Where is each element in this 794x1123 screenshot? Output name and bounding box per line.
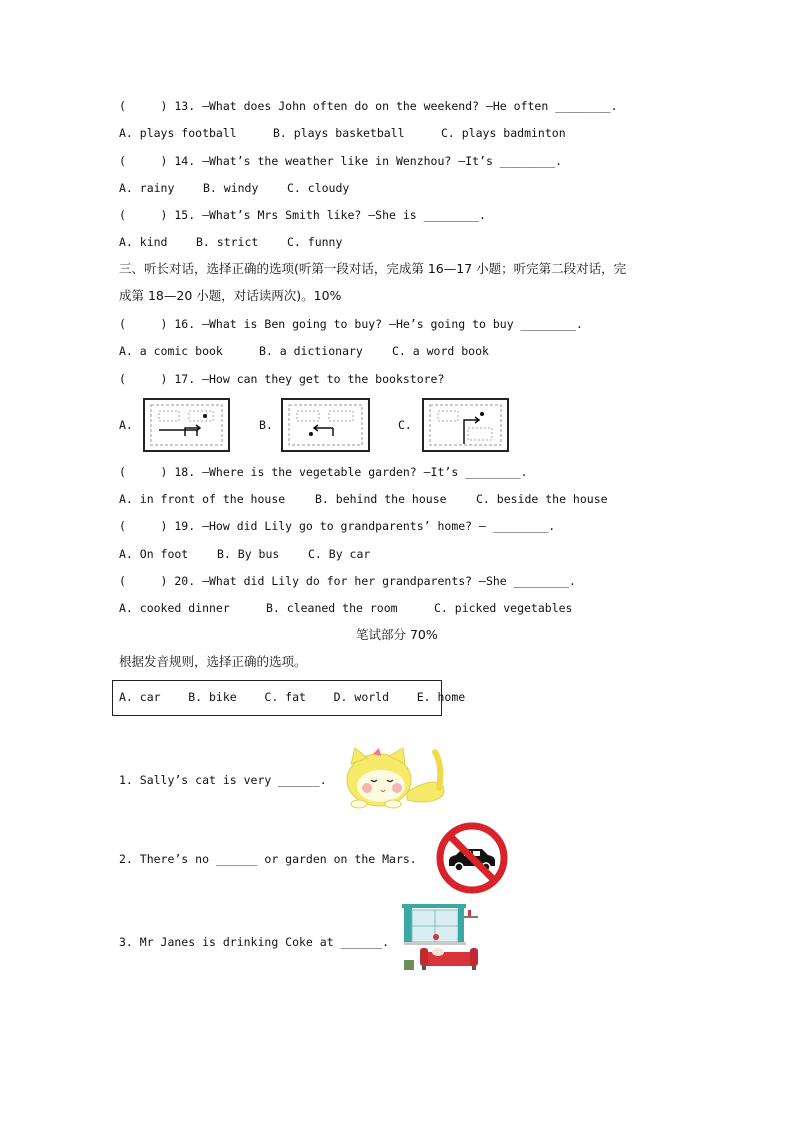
- q17-map-c[interactable]: [422, 398, 509, 452]
- fill-sentence-3: 3. Mr Janes is drinking Coke at ______.: [119, 935, 390, 949]
- q19-stem: ( ) 19. —How did Lily go to grandparents’ home? — ________.: [119, 519, 556, 533]
- q17-option-c-label[interactable]: C.: [398, 418, 412, 432]
- q15-option-a[interactable]: A. kind: [119, 235, 168, 249]
- q20-stem: ( ) 20. —What did Lily do for her grandparents? —She ________.: [119, 574, 576, 588]
- q14-option-a[interactable]: A. rainy: [119, 181, 175, 195]
- q13-option-c[interactable]: C. plays badminton: [441, 126, 566, 140]
- living-room-illustration: [398, 902, 482, 974]
- q20-option-a[interactable]: A. cooked dinner: [119, 601, 230, 615]
- q16-option-b[interactable]: B. a dictionary: [259, 344, 363, 358]
- home-living-room-icon: [398, 902, 482, 974]
- q20-option-c[interactable]: C. picked vegetables: [434, 601, 573, 615]
- route-map-icon: [145, 400, 228, 450]
- written-section-heading: 笔试部分 70%: [356, 627, 438, 642]
- q16-stem: ( ) 16. —What is Ben going to buy? —He’s going to buy ________.: [119, 317, 583, 331]
- written-instruction: 根据发音规则，选择正确的选项。: [119, 654, 307, 669]
- q15-option-b[interactable]: B. strict: [196, 235, 259, 249]
- q18-option-c[interactable]: C. beside the house: [476, 492, 608, 506]
- q17-map-a[interactable]: [143, 398, 230, 452]
- q17-option-a-label[interactable]: A.: [119, 418, 133, 432]
- fill-sentence-2: 2. There’s no ______ or garden on the Mars.: [119, 852, 417, 866]
- q18-stem: ( ) 18. —Where is the vegetable garden? —It’s ________.: [119, 465, 528, 479]
- q13-option-a[interactable]: A. plays football: [119, 126, 237, 140]
- q19-option-a[interactable]: A. On foot: [119, 547, 189, 561]
- q16-option-a[interactable]: A. a comic book: [119, 344, 223, 358]
- q17-map-b[interactable]: [281, 398, 370, 452]
- route-map-icon: [283, 400, 368, 450]
- q14-stem: ( ) 14. —What’s the weather like in Wenzhou? —It’s ________.: [119, 154, 563, 168]
- no-car-sign-icon: [436, 822, 508, 894]
- q14-option-c[interactable]: C. cloudy: [287, 181, 350, 195]
- q17-stem: ( ) 17. —How can they get to the bookstore?: [119, 372, 445, 386]
- q13-stem: ( ) 13. —What does John often do on the weekend? —He often ________.: [119, 99, 618, 113]
- route-map-icon: [424, 400, 507, 450]
- q19-option-c[interactable]: C. By car: [308, 547, 371, 561]
- section3-instruction-line1: 三、听长对话，选择正确的选项(听第一段对话，完成第 16—17 小题；听完第二段对话，完: [119, 261, 627, 276]
- q13-option-b[interactable]: B. plays basketball: [273, 126, 405, 140]
- q18-option-b[interactable]: B. behind the house: [315, 492, 447, 506]
- q16-option-c[interactable]: C. a word book: [392, 344, 489, 358]
- q19-option-b[interactable]: B. By bus: [217, 547, 280, 561]
- q14-option-b[interactable]: B. windy: [203, 181, 259, 195]
- no-cars-sign: [436, 822, 508, 894]
- section3-instruction-line2: 成第 18—20 小题，对话读两次)。10%: [119, 288, 342, 303]
- q18-option-a[interactable]: A. in front of the house: [119, 492, 286, 506]
- word-bank: A. car B. bike C. fat D. world E. home: [119, 690, 466, 704]
- q15-stem: ( ) 15. —What’s Mrs Smith like? —She is ________.: [119, 208, 486, 222]
- cat-icon: [343, 746, 447, 810]
- q17-option-b-label[interactable]: B.: [259, 418, 273, 432]
- fill-sentence-1: 1. Sally’s cat is very ______.: [119, 773, 327, 787]
- word-bank-box: [112, 680, 466, 716]
- cat-illustration: [343, 746, 447, 810]
- q20-option-b[interactable]: B. cleaned the room: [266, 601, 398, 615]
- q15-option-c[interactable]: C. funny: [287, 235, 343, 249]
